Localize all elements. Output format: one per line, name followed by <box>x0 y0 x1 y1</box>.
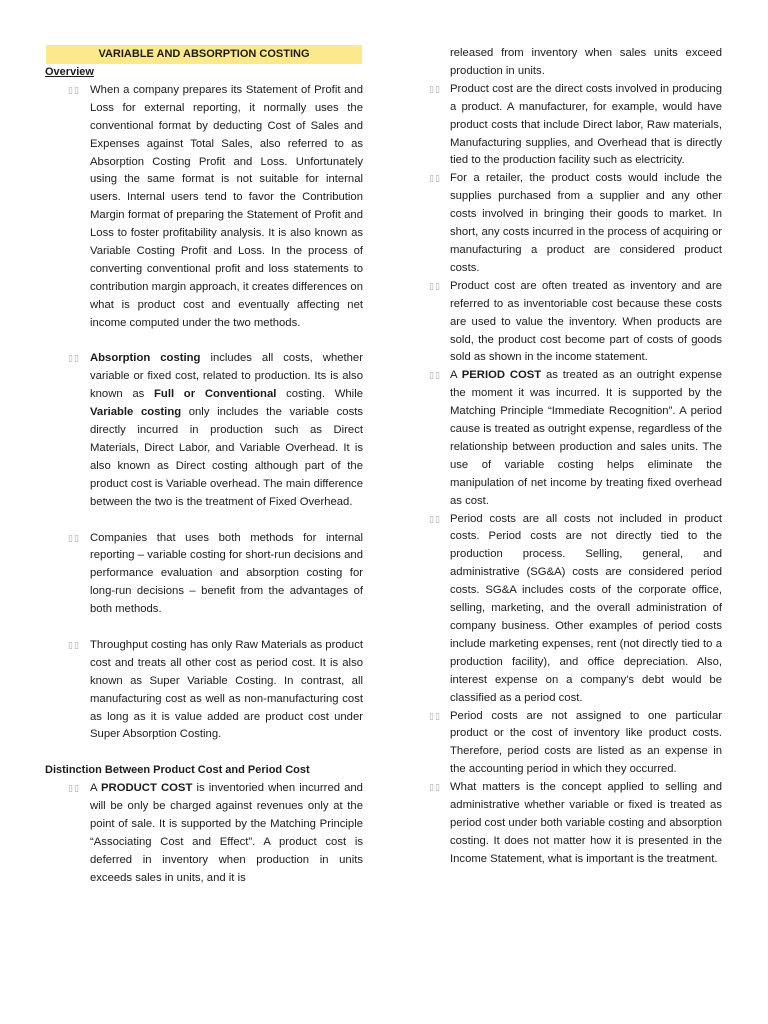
bullet-icon: ▯▯ <box>429 280 441 291</box>
bullet-item <box>45 780 363 887</box>
document-title: VARIABLE AND ABSORPTION COSTING <box>46 45 362 64</box>
bullet-icon: ▯▯ <box>68 783 80 794</box>
bullet-icon: ▯▯ <box>429 83 441 94</box>
text-run: only includes the variable costs directly incurred in production such as Direct Materials, Direct Labor, and Variable Overhead. It is also known as Direct costing although part of the product cost is Variable overhead. The main difference between the two is the treatment of Fixed Overhead. <box>90 406 364 508</box>
bullet-item <box>45 530 363 620</box>
bullet-text <box>450 170 722 277</box>
right-column <box>408 45 722 869</box>
bullet-item <box>408 367 722 510</box>
bullet-item <box>408 278 722 368</box>
bullet-text <box>90 530 363 620</box>
text-run: Throughput costing has only Raw Materials as product cost and treats all other cost as period cost. It is also known as Super Variable Costing. In contrast, all manufacturing cost as well as non-manufacturing cost as long as it is value added are product cost under Super Absorption Costing. <box>90 638 363 741</box>
bullet-icon: ▯▯ <box>68 84 80 95</box>
text-run: For a retailer, the product costs would include the supplies purchased from a supplier and any other costs involved in bringing their goods to market. In short, any costs incurred in the process of acquiring or manufacturing a product are considered product costs. <box>450 172 722 274</box>
bold-term: PERIOD COST <box>461 369 542 382</box>
right-list <box>408 81 722 869</box>
bullet-text <box>90 82 363 333</box>
bullet-text <box>450 367 722 510</box>
bullet-icon: ▯▯ <box>68 532 80 543</box>
bold-term: PRODUCT COST <box>101 782 193 795</box>
bullet-text <box>450 278 722 368</box>
text-run: Period costs are not assigned to one particular product or the cost of inventory like product costs. Therefore, period costs are listed as an expense in the accounting period in which they occurred. <box>450 709 722 776</box>
bullet-item <box>408 779 722 869</box>
bold-term: Absorption costing <box>90 352 201 365</box>
bullet-text <box>450 81 722 171</box>
bullet-item <box>408 170 722 277</box>
text-run: Product cost are the direct costs involved in producing a product. A manufacturer, for example, would have product costs that include Direct labor, Raw materials, Manufacturing supplies, and Overhead that is directly tied to the production facility such as electricity. <box>450 82 722 167</box>
bullet-text <box>90 780 363 887</box>
overview-heading: Overview <box>45 66 94 78</box>
text-run: is inventoried when incurred and will be only be charged against revenues only at the point of sale. It is supported by the Matching Principle “Associating Cost and Effect”. A product cost is deferred in inventory when production in units exceeds sales in units, and it is <box>90 782 363 884</box>
bullet-item <box>408 511 722 708</box>
text-run: Period costs are all costs not included in product costs. Period costs are not directly tied to the production process. Selling, general, and administrative (SG&A) costs are considered period costs. SG&A includes costs of the corporate office, selling, marketing, and the overall administration of company business. Other examples of period costs include marketing expenses, rent (not directly tied to a production facility), and office depreciation. Also, interest expense on a company's debt would be classified as a period cost. <box>450 512 722 704</box>
bullet-text <box>450 708 722 780</box>
text-run: Companies that uses both methods for internal reporting – variable costing for short-run decisions and performance evaluation and absorption costing for long-run decisions – benefit from the advantages of both methods. <box>90 531 363 616</box>
distinction-heading: Distinction Between Product Cost and Period Cost <box>45 764 310 777</box>
bullet-text <box>450 511 722 708</box>
text-run: includes all costs, whether variable or fixed cost, related to production. Its is also known as <box>90 352 363 401</box>
text-run: What matters is the concept applied to selling and administrative whether variable or fixed is treated as period cost under both variable costing and absorption costing. It does not matter how it is presented in the Income Statement, what is important is the treatment. <box>450 781 722 865</box>
bullet-icon: ▯▯ <box>429 370 441 381</box>
bullet-text <box>90 637 363 744</box>
text-run: When a company prepares its Statement of Profit and Loss for external reporting, it normally uses the conventional format by deducting Cost of Sales and Expenses against Total Sales, also referred to as Absorption Costing Profit and Loss. Unfortunately using the same format is not suitable for internal users. Internal users tend to favor the Contribution Margin format of preparing the Statement of Profit and Loss to foster profitability analysis. It is also known as Variable Costing Profit and Loss. In the process of converting conventional profit and loss statements to contribution margin approach, it creates differences on what is product cost and eventually affecting net income computed under the two methods. <box>90 83 363 329</box>
bold-term: Full or Conventional <box>154 388 277 401</box>
bullet-icon: ▯▯ <box>429 710 441 721</box>
text-run: costing. While <box>276 388 363 401</box>
bullet-item <box>45 637 363 744</box>
continued-text: released from inventory when sales units exceed production in units. <box>450 47 722 77</box>
bullet-item <box>408 708 722 780</box>
bullet-icon: ▯▯ <box>429 782 441 793</box>
bullet-icon: ▯▯ <box>429 173 441 184</box>
overview-list <box>45 82 363 744</box>
text-run: A <box>450 369 462 382</box>
bullet-icon: ▯▯ <box>68 639 80 650</box>
bullet-icon: ▯▯ <box>429 513 441 524</box>
bullet-item <box>45 350 363 511</box>
bullet-text <box>450 779 722 869</box>
left-column <box>45 45 363 888</box>
text-run: as treated as an outright expense the moment it was incurred. It is supported by the Matching Principle “Immediate Recognition”. A period cause is treated as outright expense, regardless of the relationship between production and sales units. The use of variable costing helps eliminate the manipulation of net income by treating fixed overhead as cost. <box>450 369 722 507</box>
bullet-text <box>90 350 363 511</box>
bullet-item <box>408 81 722 171</box>
text-run: A <box>90 782 102 795</box>
text-run: Product cost are often treated as inventory and are referred to as inventoriable cost because these costs are used to value the inventory. When products are sold, the product cost become part of costs of goods sold as shown in the income statement. <box>450 279 722 364</box>
continued-paragraph <box>408 45 722 81</box>
distinction-list <box>45 780 363 887</box>
bullet-icon: ▯▯ <box>68 353 80 364</box>
bullet-item <box>45 82 363 333</box>
bold-term: Variable costing <box>90 406 182 419</box>
